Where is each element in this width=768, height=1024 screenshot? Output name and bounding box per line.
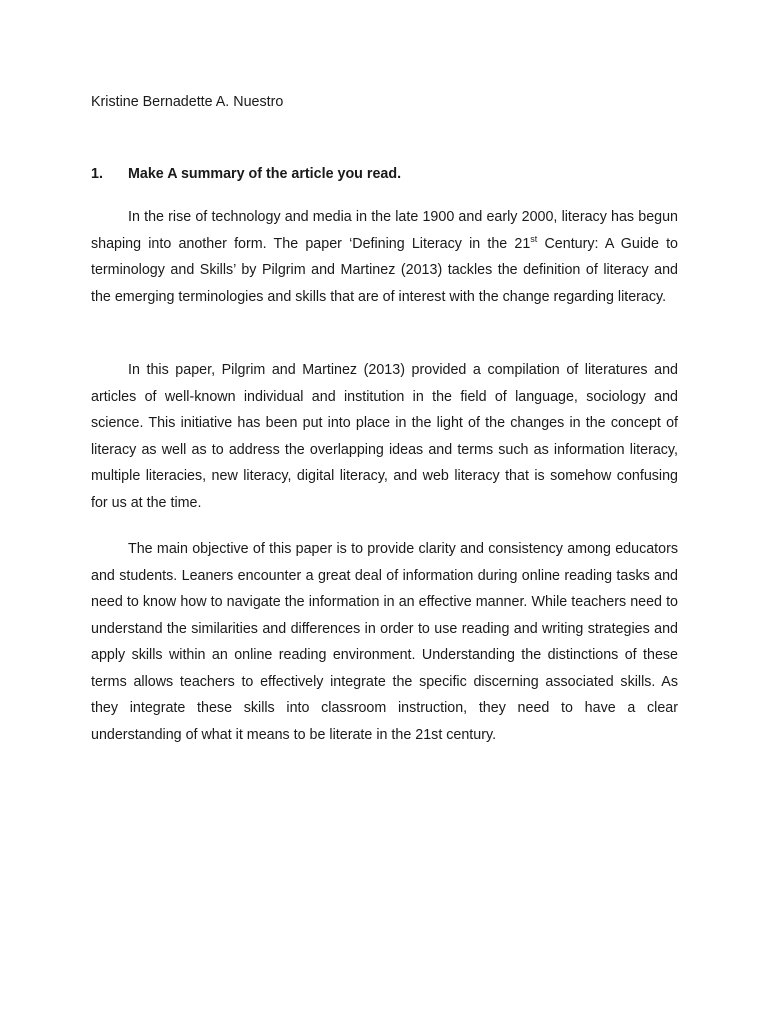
paragraph-1-text-a: In the rise of technology and media in the late 1900 and early 2000, literacy has begun shaping into another form. The paper ‘Defining Literacy in the 21 [91, 209, 678, 252]
question-number: 1. [91, 166, 103, 182]
paragraph-3: The main objective of this paper is to provide clarity and consistency among educators and students. Leaners encounter a great deal of information during online reading tasks and need to know how to navigate the information in an effective manner. While teachers need to understand the similarities and differences in order to use reading and writing strategies and apply skills within an online reading environment. Understanding the distinctions of these terms allows teachers to effectively integrate the specific discerning associated skills. As they integrate these skills into classroom instruction, they need to have a clear understanding of what it means to be literate in the 21st century. [91, 541, 678, 743]
paragraph-1-text-b: Century: A Guide to terminology and Skills’ by Pilgrim and Martinez (2013) tackles the definition of literacy and the emerging terminologies and skills that are of interest with the change regarding literacy. [91, 235, 679, 305]
author-name: Kristine Bernadette A. Nuestro [91, 94, 284, 110]
paragraph-2: In this paper, Pilgrim and Martinez (2013) provided a compilation of literatures and articles of well-known individual and institution in the field of language, sociology and science. This initiative has been put into place in the light of the changes in the concept of literacy as well as to address the overlapping ideas and terms such as information literacy, multiple literacies, new literacy, digital literacy, and web literacy that is somehow confusing for us at the time. [91, 362, 678, 511]
ordinal-superscript: st [530, 233, 538, 244]
question-heading [91, 164, 401, 184]
question-text: Make A summary of the article you read. [128, 166, 402, 182]
paragraph-1 [91, 204, 678, 310]
